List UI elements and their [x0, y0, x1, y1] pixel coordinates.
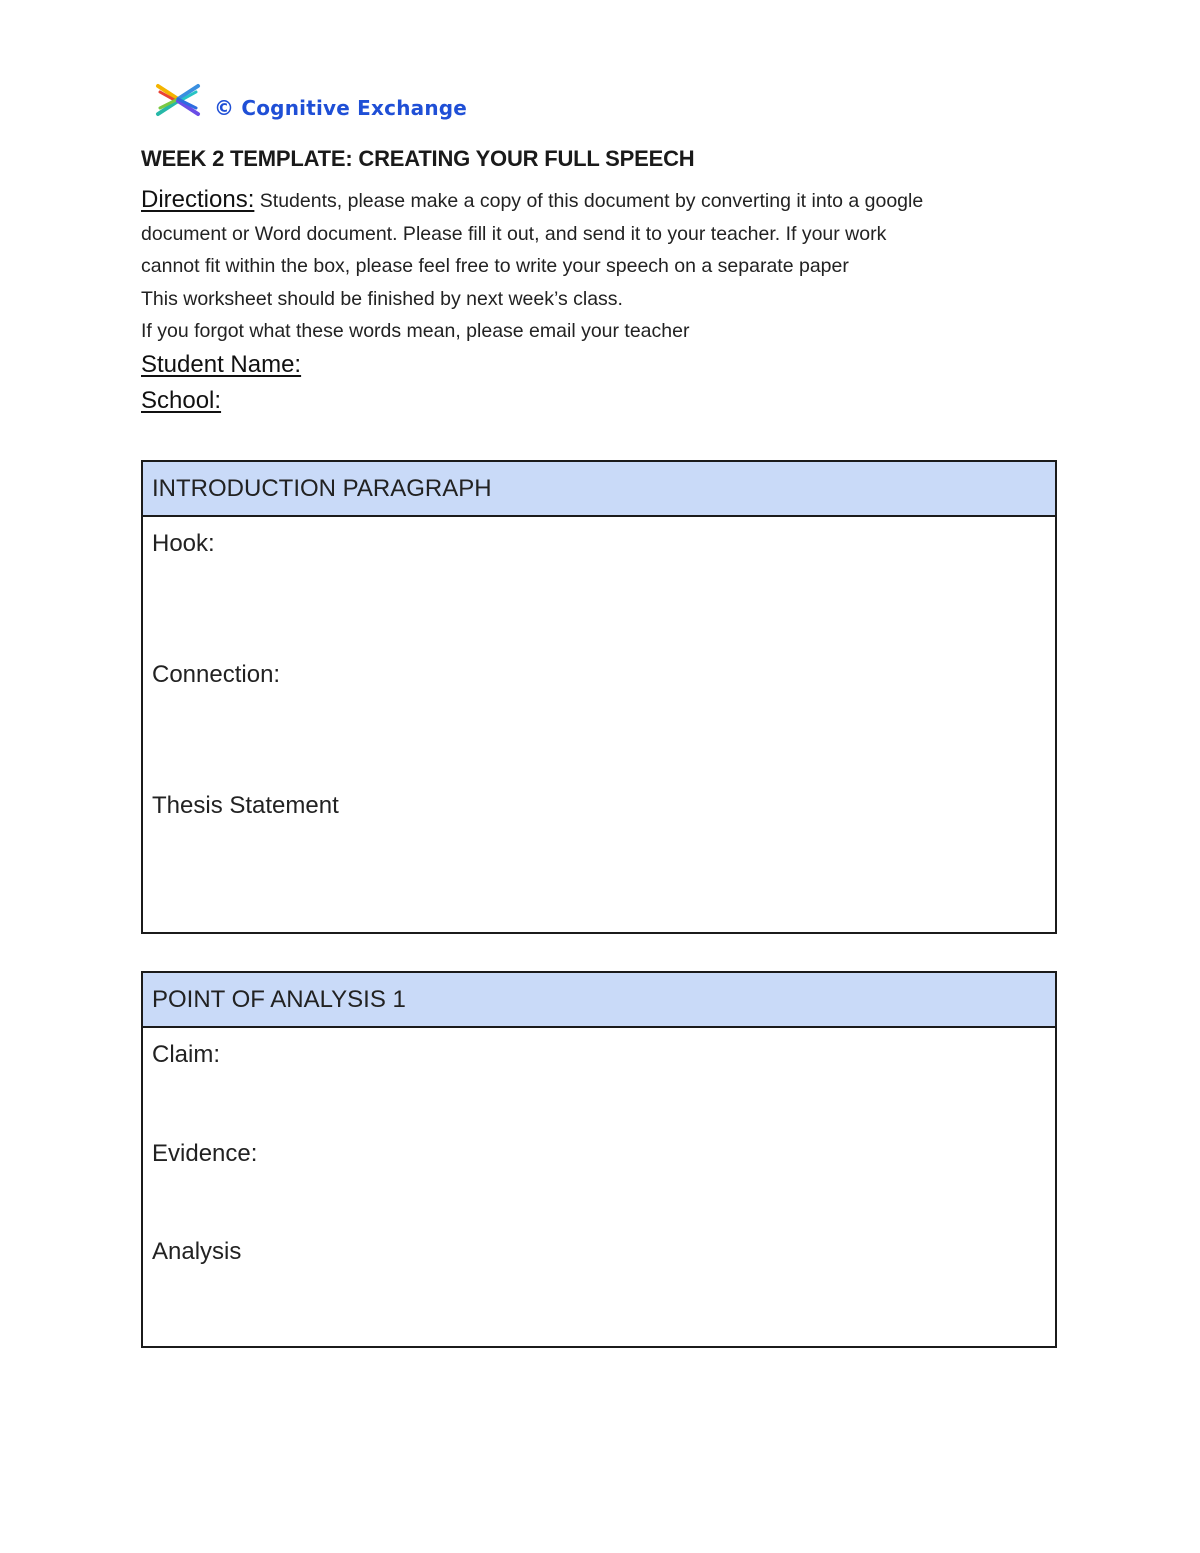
directions-line-3: cannot fit within the box, please feel free to write your speech on a separate paper	[141, 255, 849, 278]
brand	[154, 78, 467, 118]
page-title: WEEK 2 TEMPLATE: CREATING YOUR FULL SPEECH	[141, 146, 695, 171]
directions-label: Directions:	[141, 186, 255, 213]
directions-block	[141, 184, 1071, 348]
claim-prompt: Claim:	[152, 1041, 221, 1068]
section-header: POINT OF ANALYSIS 1	[143, 973, 1055, 1028]
point-of-analysis-1-box	[141, 971, 1057, 1348]
directions-line-1	[141, 184, 1071, 218]
school-field[interactable]: School:	[141, 387, 222, 414]
directions-line-5: If you forgot what these words mean, please email your teacher	[141, 320, 690, 343]
directions-line-4: This worksheet should be finished by next week’s class.	[141, 287, 623, 310]
cognitive-exchange-logo-icon	[154, 82, 202, 118]
brand-name: © Cognitive Exchange	[214, 96, 468, 120]
analysis-prompt: Analysis	[152, 1238, 242, 1265]
introduction-paragraph-box	[141, 460, 1057, 934]
evidence-prompt: Evidence:	[152, 1140, 258, 1167]
thesis-statement-prompt: Thesis Statement	[152, 792, 339, 819]
directions-text-1: Students, please make a copy of this document by converting it into a google	[254, 190, 924, 212]
directions-line-2: document or Word document. Please fill it out, and send it to your teacher. If your work	[141, 222, 887, 245]
connection-prompt: Connection:	[152, 661, 281, 688]
section-header: INTRODUCTION PARAGRAPH	[143, 462, 1055, 517]
student-name-field[interactable]: Student Name:	[141, 351, 302, 378]
hook-prompt: Hook:	[152, 530, 215, 557]
